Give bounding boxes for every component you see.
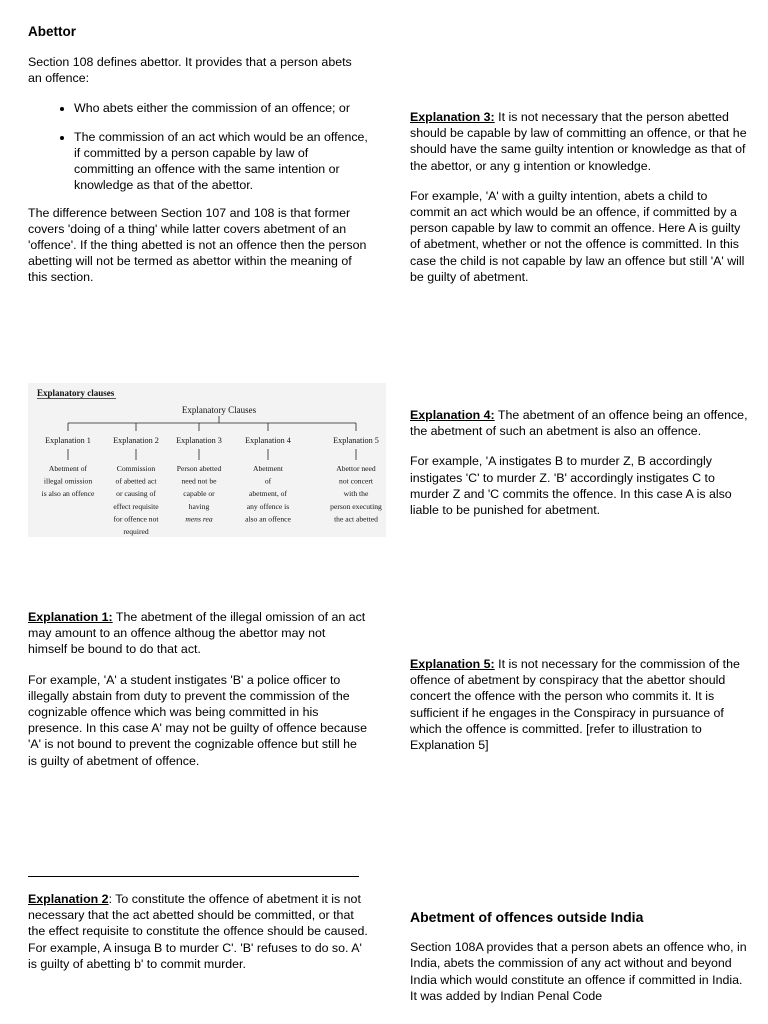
outside-india-paragraph: Section 108A provides that a person abets an offence who, in India, abets the commission of any act without and beyond India which would constitute an offence if committed in India. It was added by Indian Penal Code	[410, 940, 747, 1003]
branch-5-desc-line: person executing	[330, 501, 382, 511]
explanation-4-section	[410, 407, 750, 518]
branch-2-desc-line: required	[123, 527, 149, 536]
explanation-1-text: The abetment of the illegal omission of an act may amount to an offence althoug the abettor may not himself be bound to do that act.	[28, 610, 366, 657]
diagram-branches	[42, 423, 382, 536]
explanation-5-text: It is not necessary for the commission of the offence of abetment by conspiracy that the abettor should concert the offence with the person who commits it. It is sufficient if he engages in the Conspiracy in pursuance of which the offence is committed. [refer to illustration to Explanation 5]	[410, 657, 740, 753]
branch-1-desc-line: is also an offence	[41, 489, 95, 499]
diagram-caption: Explanatory clauses	[37, 388, 115, 398]
abettor-heading: Abettor	[28, 24, 76, 39]
branch-5-desc-line: with the	[343, 489, 369, 499]
explanation-2-text: : To constitute the offence of abetment it is not necessary that the act abetted should be committed, or that the effect requisite to constitute the offence should be caused. For example, A insuga B to murder C'. 'B' refuses to do so. A' is guilty of abetting b' to commit murder.	[28, 892, 368, 971]
branch-4-label: Explanation 4	[245, 436, 291, 445]
explanation-2-section	[28, 891, 368, 972]
branch-4-desc-line: Abetment	[253, 464, 283, 473]
branch-3-label: Explanation 3	[176, 436, 222, 445]
outside-india-section	[410, 909, 750, 1004]
explanation-3-example: For example, 'A' with a guilty intention, abets a child to commit an act which would be an offence, if committed by a person capable by law to commit an offence. Here A is guilty of abetment, whether or not the offence is committed. In this case the child is not capable by law an offence but still 'A' will be guilty of abetment.	[410, 188, 745, 284]
explanatory-clauses-diagram	[28, 383, 386, 537]
branch-4-desc-line: any offence is	[246, 501, 290, 511]
branch-2-desc-line: for offence not	[113, 514, 159, 524]
branch-4-desc-line: of	[264, 476, 272, 486]
explanation-1-label: Explanation 1:	[28, 610, 113, 624]
explanation-2-paragraph	[28, 891, 368, 972]
branch-5-label: Explanation 5	[333, 436, 379, 445]
branch-4-desc-line: abetment, of	[249, 489, 287, 499]
branch-2-desc-line: of abetted act	[115, 476, 157, 486]
diagram-root-label: Explanatory Clauses	[181, 405, 257, 415]
explanation-3-label: Explanation 3:	[410, 110, 495, 124]
branch-2-desc-line: Commission	[116, 464, 156, 473]
branch-5-desc-line: the act abetted	[334, 514, 378, 524]
outside-india-heading: Abetment of offences outside India	[410, 909, 644, 925]
explanation-2-label: Explanation 2	[28, 892, 109, 906]
explanation-1-section	[28, 609, 368, 769]
explanation-3-paragraph	[410, 109, 750, 174]
explanation-5-section	[410, 656, 750, 753]
branch-3-desc-line: having	[188, 501, 210, 511]
explanation-4-example: For example, 'A instigates B to murder Z, B accordingly instigates 'C' to murder Z. 'B' accordingly instigates C to murder Z and 'C commits the offence. In this case A is also liable to be punished for abetment.	[410, 454, 732, 518]
explanation-1-example: For example, 'A' a student instigates 'B' a police officer to illegally abstain from duty to prevent the commission of the cognizable offence which was being committed in his presence. In this case A' may not be guilty of offence because 'A' is not bound to prevent the cognizable offence but still he is guilty of abetment of offence.	[28, 672, 367, 768]
section-divider	[28, 876, 359, 877]
branch-5-desc-line: Abettor need	[336, 464, 376, 473]
abettor-intro: Section 108 defines abettor. It provides that a person abets an offence:	[28, 55, 352, 86]
branch-2-desc-line: effect requisite	[113, 501, 159, 511]
explanation-1-paragraph	[28, 609, 368, 658]
section-difference-paragraph: The difference between Section 107 and 108 is that former covers 'doing of a thing' while latter covers abetment of an 'offence'. If the thing abetted is not an offence then the person abetting will not be termed as abettor within the meaning of this section.	[28, 205, 367, 285]
branch-3-desc-line: mens rea	[185, 514, 213, 524]
abettor-bullet-2: • The commission of an act which would be an offence, if committed by a person capable by law of committing an offence with the same intention or knowledge as that of the abettor.	[74, 129, 368, 194]
abettor-bullet-1: • Who abets either the commission of an offence; or	[74, 100, 368, 116]
branch-1-desc-line: Abetment of	[48, 464, 88, 473]
explanation-5-paragraph	[410, 656, 750, 753]
branch-4-desc-line: also an offence	[245, 514, 291, 524]
branch-2-label: Explanation 2	[113, 436, 159, 445]
branch-2-desc-line: or causing of	[116, 489, 156, 499]
branch-3-desc-line: capable or	[183, 489, 215, 499]
branch-3-desc-line: need not be	[181, 476, 217, 486]
branch-1-desc-line: illegal omission	[43, 476, 93, 486]
explanation-3-text: It is not necessary that the person abetted should be capable by law of committing an offence, or that he should have the same guilty intention or knowledge as that of the abettor, or any g intention or knowledge.	[410, 110, 747, 173]
explanation-3-section	[410, 109, 750, 285]
branch-5-desc-line: not concert	[339, 476, 373, 486]
explanation-5-label: Explanation 5:	[410, 657, 495, 671]
explanation-4-text: The abetment of an offence being an offence, the abetment of such an abetment is also an offence.	[410, 408, 748, 439]
explanatory-clauses-tree	[28, 383, 386, 537]
abettor-section	[28, 24, 368, 286]
explanation-4-paragraph	[410, 407, 750, 439]
branch-1-label: Explanation 1	[45, 436, 91, 445]
explanation-4-label: Explanation 4:	[410, 408, 495, 422]
branch-3-desc-line: Person abetted	[176, 464, 222, 473]
abettor-bullet-list	[28, 100, 368, 194]
